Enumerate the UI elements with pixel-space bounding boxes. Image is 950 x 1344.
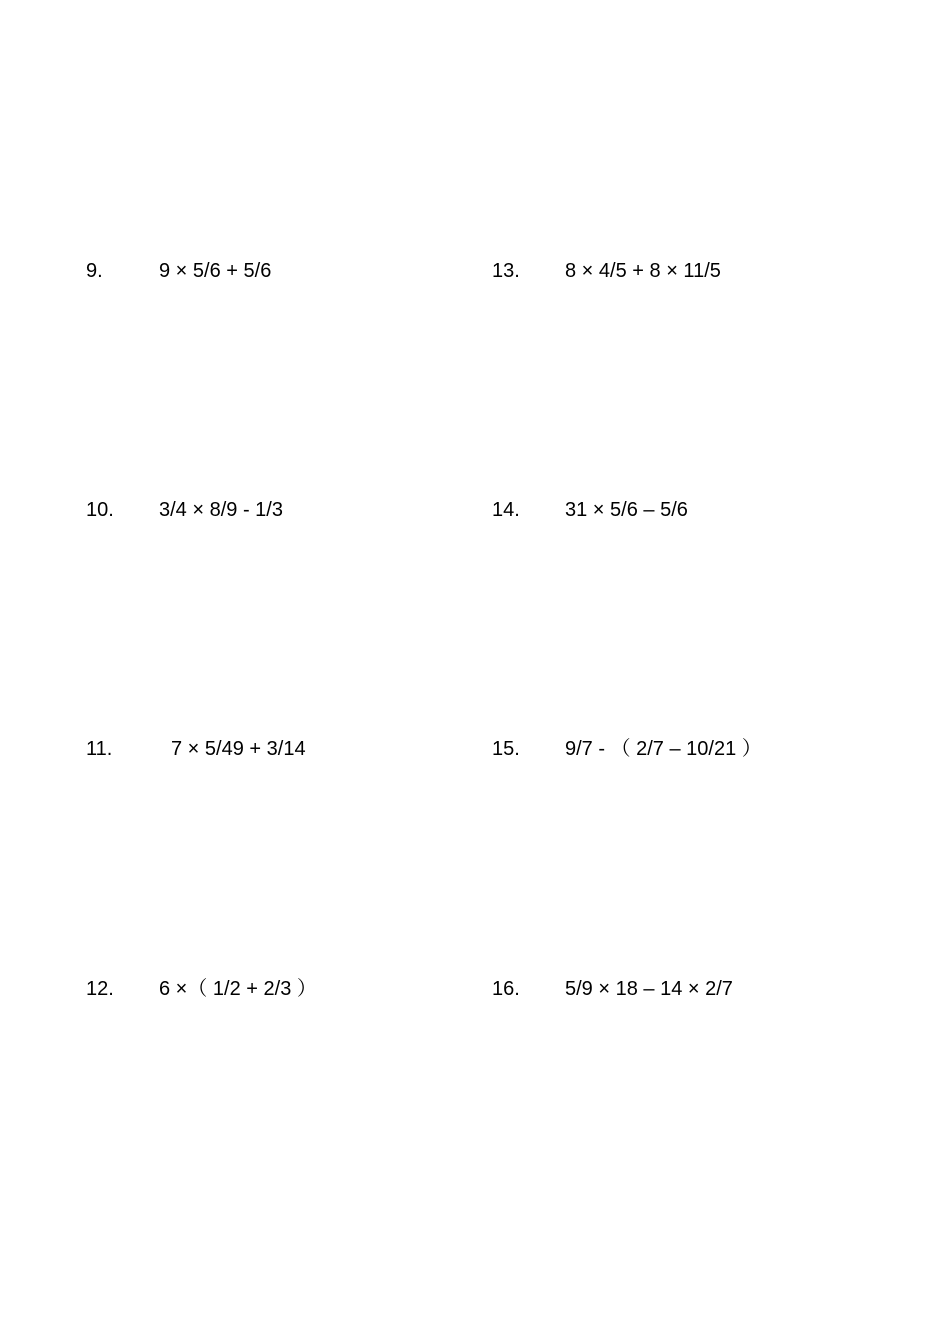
problem-16: [492, 974, 733, 1004]
problem-number: 10.: [86, 499, 114, 521]
problem-11: [86, 734, 306, 764]
problem-14: [492, 495, 688, 525]
problem-expression: 9 × 5/6 + 5/6: [159, 260, 272, 282]
problem-number: 15.: [492, 738, 520, 760]
problem-expression: 5/9 × 18 – 14 × 2/7: [565, 978, 733, 1000]
problem-number: 14.: [492, 499, 520, 521]
problem-15: [492, 734, 762, 764]
problem-expression: 7 × 5/49 + 3/14: [171, 738, 306, 760]
problem-expression: 8 × 4/5 + 8 × 11/5: [565, 260, 721, 282]
problem-number: 9.: [86, 260, 103, 282]
problem-expression: 31 × 5/6 – 5/6: [565, 499, 688, 521]
problem-expression: 6 ×（ 1/2 + 2/3 ）: [159, 978, 317, 1000]
problem-number: 12.: [86, 978, 114, 1000]
problem-9: [86, 256, 272, 286]
problem-expression: 9/7 - （ 2/7 – 10/21 ）: [565, 738, 762, 760]
problem-number: 16.: [492, 978, 520, 1000]
problem-number: 11.: [86, 738, 113, 760]
problem-13: [492, 256, 721, 286]
problem-10: [86, 495, 283, 525]
problem-expression: 3/4 × 8/9 - 1/3: [159, 499, 283, 521]
problem-12: [86, 974, 317, 1004]
problem-number: 13.: [492, 260, 520, 282]
